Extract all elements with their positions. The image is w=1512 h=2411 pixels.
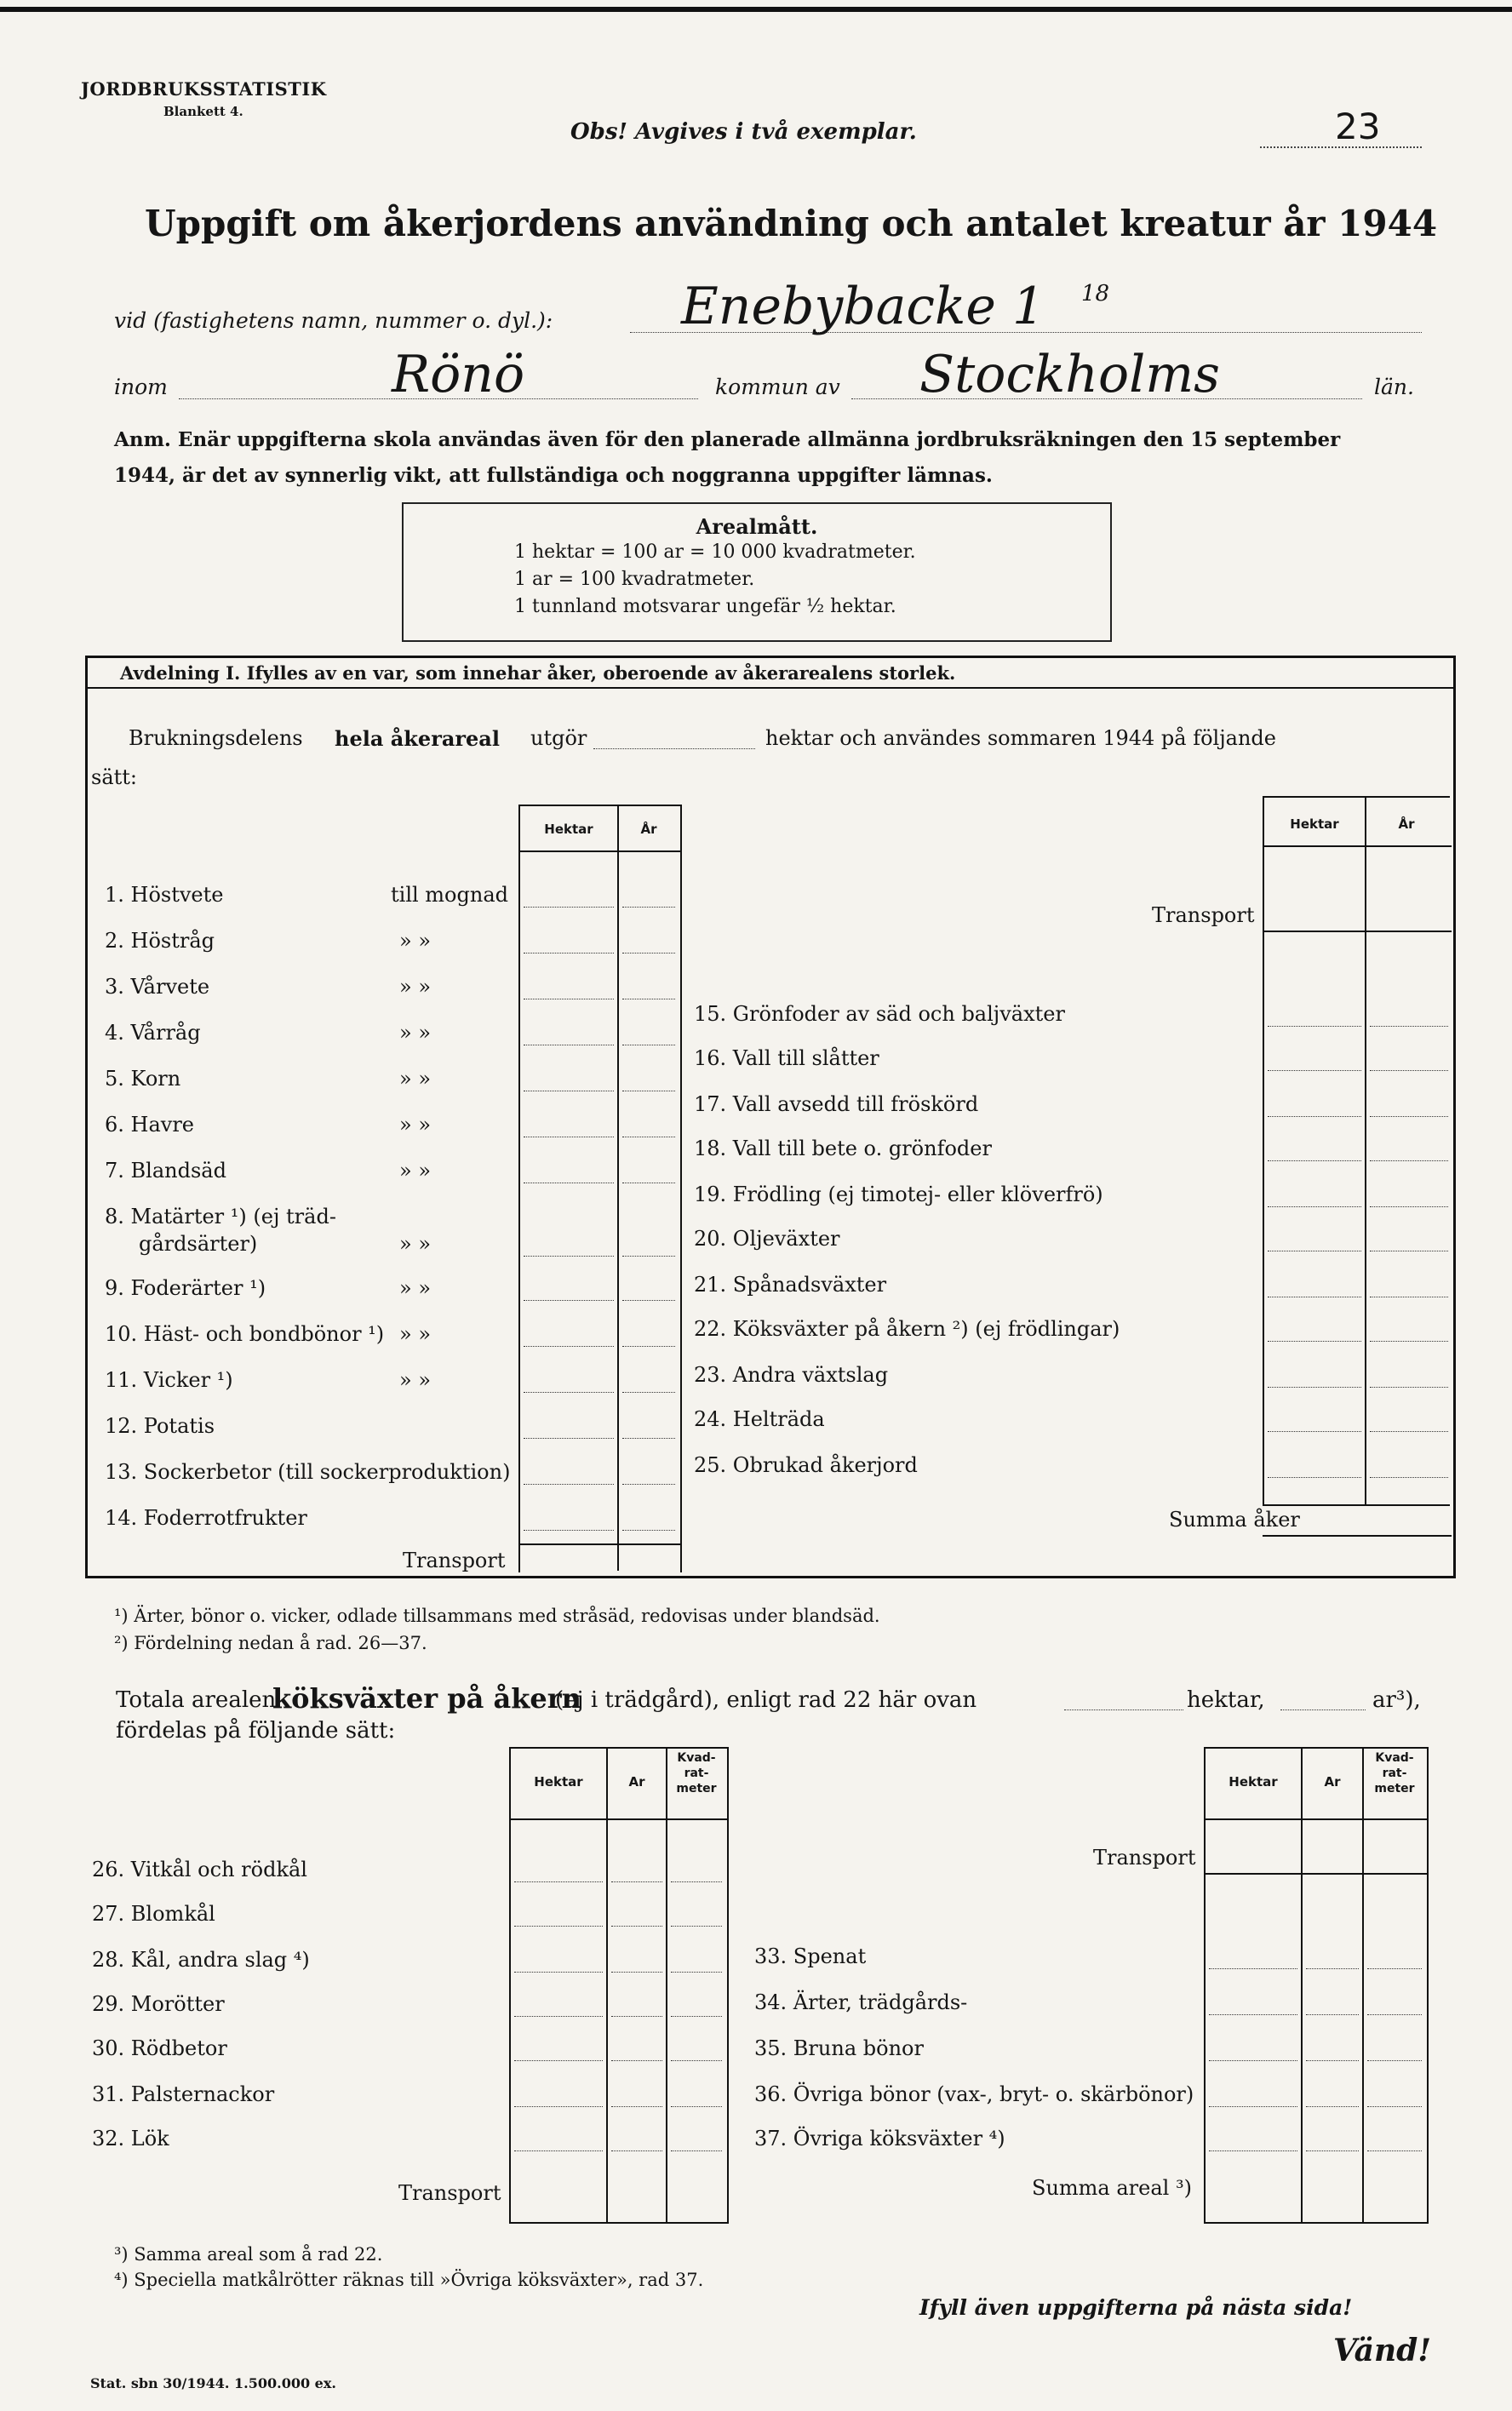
right-row-hektar-3[interactable] xyxy=(1268,1160,1361,1161)
left-row-ar-0[interactable] xyxy=(622,907,675,908)
koks-left-hektar-2[interactable] xyxy=(514,1972,603,1973)
left-row-ar-9[interactable] xyxy=(622,1300,675,1301)
koks-left-hektar-6[interactable] xyxy=(514,2150,603,2151)
koks-intro-c: (ej i trädgård), enligt rad 22 här ovan xyxy=(555,1687,977,1713)
left-row-hektar-13[interactable] xyxy=(524,1484,614,1485)
koks-intro-d: hektar, xyxy=(1187,1687,1265,1713)
avdelning-1 xyxy=(85,656,1456,1578)
left-row-label-1: 2. Höstråg xyxy=(105,929,215,953)
koks-right-label-0: 33. Spenat xyxy=(754,1944,867,1968)
right-row-hektar-1[interactable] xyxy=(1268,1070,1361,1071)
koks-left-ar-5[interactable] xyxy=(611,2106,662,2107)
koks-right-ar-0[interactable] xyxy=(1306,1968,1359,1969)
form-number: Blankett 4. xyxy=(163,104,243,119)
koks-left-transport: Transport xyxy=(398,2181,501,2205)
koks-left-col-hektar: Hektar xyxy=(534,1774,583,1790)
koks-left-label-4: 30. Rödbetor xyxy=(92,2036,227,2060)
left-table-header-line xyxy=(518,850,680,852)
koks-left-hektar-0[interactable] xyxy=(514,1881,603,1882)
koks-left-label-0: 26. Vitkål och rödkål xyxy=(92,1858,307,1881)
obs-note: Obs! Avgives i två exemplar. xyxy=(570,119,917,145)
left-row-suffix-5: » » xyxy=(399,1113,431,1137)
koks-right-hektar-3[interactable] xyxy=(1209,2106,1297,2107)
left-row-label-10: 10. Häst- och bondbönor ¹) xyxy=(105,1322,385,1346)
left-row-suffix-10: » » xyxy=(399,1322,431,1346)
right-row-ar-2[interactable] xyxy=(1370,1116,1448,1117)
left-row-ar-14[interactable] xyxy=(622,1530,675,1531)
koks-ar-field[interactable] xyxy=(1280,1709,1366,1710)
koks-right-div-1 xyxy=(1301,1747,1303,2222)
left-col-ar: År xyxy=(640,822,657,837)
right-row-label-1: 16. Vall till slåtter xyxy=(694,1046,879,1070)
left-row-label-11: 11. Vicker ¹) xyxy=(105,1368,233,1392)
left-row-hektar-12[interactable] xyxy=(524,1438,614,1439)
anm-line-1: Anm. Enär uppgifterna skola användas även för den planerade allmänna jordbruksräkningen den 15 september xyxy=(114,428,1341,451)
left-row-suffix-6: » » xyxy=(399,1159,431,1183)
right-table-header-line xyxy=(1263,845,1452,847)
areal-title: Arealmått. xyxy=(696,514,818,539)
left-row-ar-8[interactable] xyxy=(622,1256,675,1257)
right-row-hektar-0[interactable] xyxy=(1268,1026,1361,1027)
left-row-label-13: 13. Sockerbetor (till sockerproduktion) xyxy=(105,1460,511,1484)
koks-right-label-1: 34. Ärter, trädgårds- xyxy=(754,1990,968,2014)
avdelning-1-head: Avdelning I. Ifylles av en var, som innehar åker, oberoende av åkerarealens storlek. xyxy=(88,658,1453,689)
areal-row-1: 1 hektar = 100 ar = 10 000 kvadratmeter. xyxy=(514,541,916,563)
koks-right-transport-line xyxy=(1204,1873,1429,1875)
koks-intro-f: fördelas på följande sätt: xyxy=(116,1718,396,1744)
koks-left-ar-0[interactable] xyxy=(611,1881,662,1882)
left-row-suffix-2: » » xyxy=(399,975,431,999)
koks-left-ar-2[interactable] xyxy=(611,1972,662,1973)
left-row-label-6: 7. Blandsäd xyxy=(105,1159,226,1183)
koks-right-hektar-0[interactable] xyxy=(1209,1968,1297,1969)
right-row-ar-9[interactable] xyxy=(1370,1431,1448,1432)
right-row-label-5: 20. Oljeväxter xyxy=(694,1227,840,1251)
koks-hektar-field[interactable] xyxy=(1064,1709,1183,1710)
footnote-4: ⁴) Speciella matkålrötter räknas till »Övriga köksväxter», rad 37. xyxy=(114,2270,704,2290)
intro-c: utgör xyxy=(530,726,587,750)
right-col-ar: År xyxy=(1398,816,1415,832)
anm-line-2: 1944, är det av synnerlig vikt, att fullständiga och noggranna uppgifter lämnas. xyxy=(114,464,993,487)
left-row-label-14: 14. Foderrotfrukter xyxy=(105,1506,307,1530)
intro-b: hela åkerareal xyxy=(335,726,500,751)
right-row-hektar-10[interactable] xyxy=(1268,1477,1361,1478)
inom-label: inom xyxy=(114,375,168,399)
left-transport-top xyxy=(518,1543,680,1545)
right-row-label-0: 15. Grönfoder av säd och baljväxter xyxy=(694,1002,1065,1026)
top-border xyxy=(0,7,1512,12)
koks-right-ar-1[interactable] xyxy=(1306,2014,1359,2015)
koks-right-transport: Transport xyxy=(1093,1846,1196,1870)
left-row-ar-12[interactable] xyxy=(622,1438,675,1439)
koks-left-label-3: 29. Morötter xyxy=(92,1992,225,2016)
right-row-label-7: 22. Köksväxter på åkern ²) (ej frödlingar) xyxy=(694,1317,1120,1341)
left-row-suffix-1: » » xyxy=(399,929,431,953)
right-row-hektar-4[interactable] xyxy=(1268,1206,1361,1207)
summa-aker-label: Summa åker xyxy=(1169,1508,1300,1532)
page-number: 23 xyxy=(1335,106,1381,147)
right-row-ar-4[interactable] xyxy=(1370,1206,1448,1207)
areal-row-3: 1 tunnland motsvarar ungefär ½ hektar. xyxy=(514,596,896,617)
areal-row-2: 1 ar = 100 kvadratmeter. xyxy=(514,569,755,590)
koks-left-label-5: 31. Palsternackor xyxy=(92,2082,275,2106)
left-row-suffix-3: » » xyxy=(399,1021,431,1045)
right-col-hektar: Hektar xyxy=(1290,816,1339,832)
koks-left-kvm-6[interactable] xyxy=(671,2150,722,2151)
koks-right-header-line xyxy=(1204,1818,1429,1820)
koks-right-hektar-4[interactable] xyxy=(1209,2150,1297,2151)
koks-left-kvm-2[interactable] xyxy=(671,1972,722,1973)
left-row-ar-13[interactable] xyxy=(622,1484,675,1485)
left-row-label-8: gårdsärter) xyxy=(139,1232,258,1256)
number-line xyxy=(1260,146,1422,148)
right-row-ar-7[interactable] xyxy=(1370,1341,1448,1342)
koks-left-kvm-1[interactable] xyxy=(671,1926,722,1927)
koks-left-hektar-5[interactable] xyxy=(514,2106,603,2107)
form-title: Uppgift om åkerjordens användning och antalet kreatur år 1944 xyxy=(145,203,1438,244)
footnote-3: ³) Samma areal som å rad 22. xyxy=(114,2244,383,2265)
vand-note: Vänd! xyxy=(1333,2333,1432,2368)
kommun-value[interactable]: Stockholms xyxy=(919,345,1220,404)
left-row-label-4: 5. Korn xyxy=(105,1067,181,1091)
left-col-hektar: Hektar xyxy=(544,822,593,837)
left-row-ar-10[interactable] xyxy=(622,1346,675,1347)
right-row-ar-3[interactable] xyxy=(1370,1160,1448,1161)
left-row-suffix-8: » » xyxy=(399,1232,431,1256)
koks-left-header-line xyxy=(509,1818,729,1820)
koks-left-label-2: 28. Kål, andra slag ⁴) xyxy=(92,1948,310,1972)
right-transport-line xyxy=(1263,931,1452,932)
left-row-hektar-14[interactable] xyxy=(524,1530,614,1531)
left-row-suffix-9: » » xyxy=(399,1276,431,1300)
koks-right-ar-3[interactable] xyxy=(1306,2106,1359,2107)
right-row-hektar-2[interactable] xyxy=(1268,1116,1361,1117)
left-row-label-2: 3. Vårvete xyxy=(105,975,210,999)
left-row-suffix-11: » » xyxy=(399,1368,431,1392)
koks-intro-e: ar³), xyxy=(1372,1687,1421,1713)
koks-right-label-3: 36. Övriga bönor (vax-, bryt- o. skärbönor) xyxy=(754,2082,1194,2106)
right-row-ar-0[interactable] xyxy=(1370,1026,1448,1027)
koks-left-div-1 xyxy=(606,1747,608,2222)
left-row-hektar-10[interactable] xyxy=(524,1346,614,1347)
ifyll-note: Ifyll även uppgifterna på nästa sida! xyxy=(919,2295,1353,2320)
koks-left-ar-1[interactable] xyxy=(611,1926,662,1927)
koks-left-col-ar: Ar xyxy=(628,1774,645,1790)
left-row-hektar-1[interactable] xyxy=(524,953,614,954)
left-row-label-7: 8. Matärter ¹) (ej träd- xyxy=(105,1205,336,1228)
koks-left-kvm-5[interactable] xyxy=(671,2106,722,2107)
right-row-hektar-8[interactable] xyxy=(1268,1387,1361,1388)
right-row-label-10: 25. Obrukad åkerjord xyxy=(694,1453,918,1477)
koks-right-div-2 xyxy=(1362,1747,1364,2222)
koks-intro-b: köksväxter på åkern xyxy=(272,1682,581,1715)
right-table-divider xyxy=(1365,796,1366,1504)
left-transport-label: Transport xyxy=(403,1549,506,1572)
koks-right-ar-4[interactable] xyxy=(1306,2150,1359,2151)
right-row-hektar-7[interactable] xyxy=(1268,1341,1361,1342)
right-row-label-8: 23. Andra växtslag xyxy=(694,1363,889,1387)
koks-right-kvm-1[interactable] xyxy=(1367,2014,1422,2015)
left-row-suffix-0: till mognad xyxy=(391,883,508,907)
left-row-label-0: 1. Höstvete xyxy=(105,883,224,907)
left-row-hektar-0[interactable] xyxy=(524,907,614,908)
left-row-ar-11[interactable] xyxy=(622,1392,675,1393)
right-row-ar-1[interactable] xyxy=(1370,1070,1448,1071)
lan-label: län. xyxy=(1374,375,1414,399)
koks-right-kvm-0[interactable] xyxy=(1367,1968,1422,1969)
vid-value[interactable]: Enebybacke 1 xyxy=(681,277,1045,336)
vid-label: vid (fastighetens namn, nummer o. dyl.): xyxy=(114,308,553,333)
koks-left-kvm-0[interactable] xyxy=(671,1881,722,1882)
koks-left-ar-6[interactable] xyxy=(611,2150,662,2151)
koks-left-hektar-3[interactable] xyxy=(514,2016,603,2017)
koks-left-kvm-3[interactable] xyxy=(671,2016,722,2017)
total-area-field[interactable] xyxy=(593,748,755,749)
right-row-ar-8[interactable] xyxy=(1370,1387,1448,1388)
right-row-ar-10[interactable] xyxy=(1370,1477,1448,1478)
org-name: JORDBRUKSSTATISTIK xyxy=(81,78,327,100)
koks-left-hektar-1[interactable] xyxy=(514,1926,603,1927)
koks-right-ar-2[interactable] xyxy=(1306,2060,1359,2061)
right-value-table xyxy=(1263,796,1450,1506)
right-transport-label: Transport xyxy=(1152,903,1255,927)
print-info: Stat. sbn 30/1944. 1.500.000 ex. xyxy=(90,2375,336,2391)
footnote-1: ¹) Ärter, bönor o. vicker, odlade tillsammans med stråsäd, redovisas under blandsäd. xyxy=(114,1606,880,1626)
left-row-ar-1[interactable] xyxy=(622,953,675,954)
koks-right-col-kvm: Kvad-rat-meter xyxy=(1374,1751,1415,1795)
koks-right-col-ar: Ar xyxy=(1324,1774,1341,1790)
intro-d: hektar och användes sommaren 1944 på följande xyxy=(765,726,1276,750)
left-table-divider xyxy=(617,805,619,1571)
koks-left-ar-4[interactable] xyxy=(611,2060,662,2061)
left-row-label-5: 6. Havre xyxy=(105,1113,194,1137)
koks-right-col-hektar: Hektar xyxy=(1228,1774,1278,1790)
koks-right-hektar-1[interactable] xyxy=(1209,2014,1297,2015)
inom-value[interactable]: Rönö xyxy=(392,345,525,404)
left-row-hektar-9[interactable] xyxy=(524,1300,614,1301)
left-value-table xyxy=(518,805,682,1572)
right-row-label-6: 21. Spånadsväxter xyxy=(694,1273,887,1297)
koks-left-col-kvm: Kvad-rat-meter xyxy=(676,1751,717,1795)
right-row-label-9: 24. Helträda xyxy=(694,1407,825,1431)
vid-sup: 18 xyxy=(1081,281,1110,306)
koks-intro-a: Totala arealen xyxy=(116,1687,277,1713)
koks-right-label-2: 35. Bruna bönor xyxy=(754,2036,924,2060)
koks-left-label-6: 32. Lök xyxy=(92,2127,169,2150)
left-row-label-9: 9. Foderärter ¹) xyxy=(105,1276,266,1300)
right-row-label-4: 19. Frödling (ej timotej- eller klöverfrö) xyxy=(694,1183,1103,1206)
koks-left-ar-3[interactable] xyxy=(611,2016,662,2017)
intro-a: Brukningsdelens xyxy=(129,726,303,750)
right-row-hektar-9[interactable] xyxy=(1268,1431,1361,1432)
koks-left-hektar-4[interactable] xyxy=(514,2060,603,2061)
koks-right-hektar-2[interactable] xyxy=(1209,2060,1297,2061)
right-row-label-2: 17. Vall avsedd till fröskörd xyxy=(694,1092,979,1116)
koks-right-kvm-4[interactable] xyxy=(1367,2150,1422,2151)
left-row-hektar-11[interactable] xyxy=(524,1392,614,1393)
intro-e: sätt: xyxy=(91,765,137,789)
koks-left-div-2 xyxy=(666,1747,667,2222)
kommun-label: kommun av xyxy=(715,375,840,399)
koks-right-kvm-2[interactable] xyxy=(1367,2060,1422,2061)
koks-right-label-4: 37. Övriga köksväxter ⁴) xyxy=(754,2127,1005,2150)
koks-summa-label: Summa areal ³) xyxy=(1032,2176,1192,2200)
left-row-hektar-8[interactable] xyxy=(524,1256,614,1257)
right-row-label-3: 18. Vall till bete o. grönfoder xyxy=(694,1137,992,1160)
footnote-2: ²) Fördelning nedan å rad. 26—37. xyxy=(114,1633,427,1653)
summa-aker-line xyxy=(1263,1535,1452,1537)
koks-right-kvm-3[interactable] xyxy=(1367,2106,1422,2107)
koks-left-label-1: 27. Blomkål xyxy=(92,1902,215,1926)
koks-left-kvm-4[interactable] xyxy=(671,2060,722,2061)
left-row-label-3: 4. Vårråg xyxy=(105,1021,201,1045)
left-row-label-12: 12. Potatis xyxy=(105,1414,215,1438)
left-row-suffix-4: » » xyxy=(399,1067,431,1091)
areal-box xyxy=(402,502,1112,642)
